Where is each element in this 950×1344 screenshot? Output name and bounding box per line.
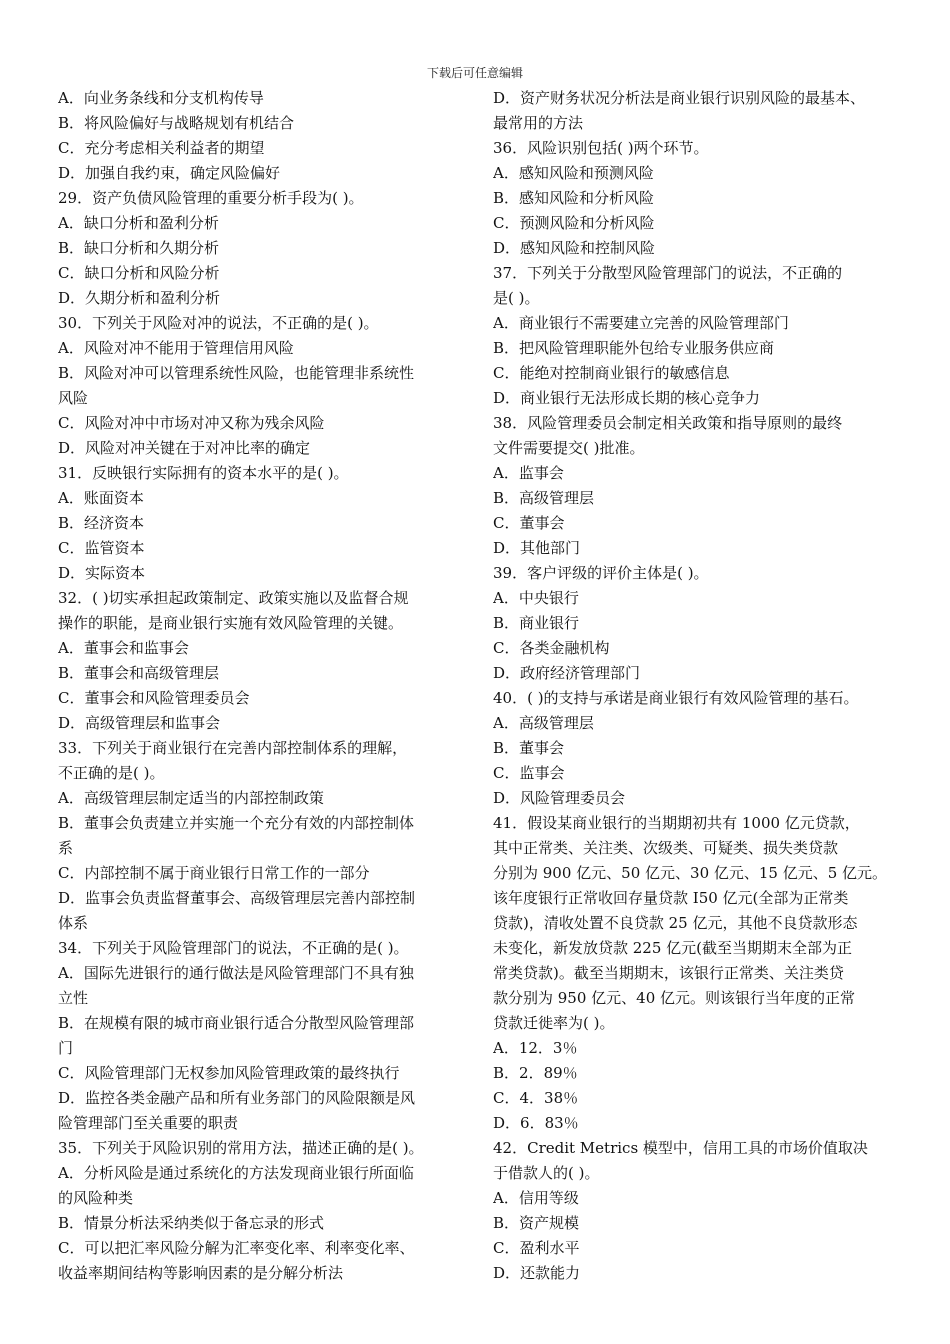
text-line: 最常用的方法 (493, 114, 584, 132)
text-line: C．董事会和风险管理委员会 (58, 689, 250, 707)
text-line: A．信用等级 (493, 1189, 579, 1207)
text-line: 34．下列关于风险管理部门的说法，不正确的是( )。 (58, 939, 409, 957)
text-line: B．缺口分析和久期分析 (58, 239, 220, 257)
text-line: C．风险管理部门无权参加风险管理政策的最终执行 (58, 1064, 400, 1082)
text-line: 该年度银行正常收回存量贷款 I50 亿元(全部为正常类 (493, 889, 849, 907)
text-line: D．加强自我约束，确定风险偏好 (58, 164, 281, 182)
text-line: B．感知风险和分析风险 (493, 189, 655, 207)
text-line: 39．客户评级的评价主体是( )。 (493, 564, 709, 582)
text-line: C．可以把汇率风险分解为汇率变化率、利率变化率、 (58, 1239, 415, 1257)
text-line: A．感知风险和预测风险 (493, 164, 654, 182)
text-line: 贷款迁徙率为( )。 (493, 1014, 615, 1032)
page-header: 下载后可任意编辑 (426, 66, 523, 80)
text-line: C．4．38％ (493, 1089, 579, 1107)
text-line: 41．假设某商业银行的当期期初共有 1000 亿元贷款， (493, 814, 860, 832)
text-line: 文件需要提交( )批准。 (493, 439, 645, 457)
text-line: 不正确的是( )。 (58, 764, 165, 782)
text-line: 系 (58, 839, 74, 857)
text-line: 收益率期间结构等影响因素的是分解分析法 (58, 1264, 344, 1282)
text-line: C．盈利水平 (493, 1239, 580, 1257)
text-line: B．2．89％ (493, 1064, 578, 1082)
text-line: 38．风险管理委员会制定相关政策和指导原则的最终 (493, 414, 843, 432)
text-line: 29．资产负债风险管理的重要分析手段为( )。 (58, 189, 364, 207)
text-line: A．中央银行 (493, 589, 579, 607)
text-line: B．经济资本 (58, 514, 145, 532)
text-line: D．还款能力 (493, 1264, 581, 1282)
text-line: B．把风险管理职能外包给专业服务供应商 (493, 339, 775, 357)
text-line: C．预测风险和分析风险 (493, 214, 655, 232)
text-line: B．董事会 (493, 739, 565, 757)
text-line: A．风险对冲不能用于管理信用风险 (58, 339, 294, 357)
text-line: C．风险对冲中市场对冲又称为残余风险 (58, 414, 325, 432)
text-line: B．商业银行 (493, 614, 580, 632)
text-line: D．监控各类金融产品和所有业务部门的风险限额是风 (58, 1089, 416, 1107)
left-column (58, 86, 462, 1286)
text-line: C．监管资本 (58, 539, 145, 557)
text-line: A．分析风险是通过系统化的方法发现商业银行所面临 (58, 1164, 414, 1182)
text-line: 于借款人的( )。 (493, 1164, 600, 1182)
text-line: 贷款)，清收处置不良贷款 25 亿元，其他不良贷款形态 (493, 914, 858, 932)
text-line: A．账面资本 (58, 489, 144, 507)
text-line: 33．下列关于商业银行在完善内部控制体系的理解， (58, 739, 408, 757)
text-line: B．风险对冲可以管理系统性风险，也能管理非系统性 (58, 364, 415, 382)
text-line: B．情景分析法采纳类似于备忘录的形式 (58, 1214, 325, 1232)
text-line: 是( )。 (493, 289, 540, 307)
text-line: 42．Credit Metrics 模型中，信用工具的市场价值取决 (493, 1139, 868, 1157)
text-line: C．各类金融机构 (493, 639, 610, 657)
text-line: 款分别为 950 亿元、40 亿元。则该银行当年度的正常 (493, 989, 856, 1007)
text-line: B．资产规模 (493, 1214, 580, 1232)
text-line: A．国际先进银行的通行做法是风险管理部门不具有独 (58, 964, 414, 982)
text-line: A．高级管理层 (493, 714, 594, 732)
text-line: D．监事会负责监督董事会、高级管理层完善内部控制 (58, 889, 416, 907)
text-line: 门 (58, 1039, 74, 1057)
text-line: C．缺口分析和风险分析 (58, 264, 220, 282)
text-line: D．感知风险和控制风险 (493, 239, 656, 257)
text-line: 的风险种类 (58, 1189, 134, 1207)
text-line: A．缺口分析和盈利分析 (58, 214, 219, 232)
text-line: 分别为 900 亿元、50 亿元、30 亿元、15 亿元、5 亿元。 (493, 864, 888, 882)
text-line: B．将风险偏好与战略规划有机结合 (58, 114, 295, 132)
text-line: C．监事会 (493, 764, 565, 782)
text-line: 其中正常类、关注类、次级类、可疑类、损失类贷款 (493, 839, 839, 857)
text-line: D．商业银行无法形成长期的核心竞争力 (493, 389, 761, 407)
text-line: A．监事会 (493, 464, 564, 482)
text-line: C．充分考虑相关利益者的期望 (58, 139, 265, 157)
text-line: 35．下列关于风险识别的常用方法，描述正确的是( )。 (58, 1139, 424, 1157)
text-line: A．向业务条线和分支机构传导 (58, 89, 264, 107)
right-column (493, 86, 905, 1286)
text-line: C．内部控制不属于商业银行日常工作的一部分 (58, 864, 370, 882)
text-line: B．在规模有限的城市商业银行适合分散型风险管理部 (58, 1014, 415, 1032)
text-line: A．商业银行不需要建立完善的风险管理部门 (493, 314, 789, 332)
text-line: 30．下列关于风险对冲的说法，不正确的是( )。 (58, 314, 379, 332)
text-line: B．董事会和高级管理层 (58, 664, 220, 682)
text-line: 常类贷款)。截至当期期末，该银行正常类、关注类贷 (493, 964, 844, 982)
text-line: A．12．3％ (493, 1039, 578, 1057)
text-line: B．董事会负责建立并实施一个充分有效的内部控制体 (58, 814, 415, 832)
text-line: D．实际资本 (58, 564, 146, 582)
text-line: 险管理部门至关重要的职责 (58, 1114, 239, 1132)
text-line: 40．( )的支持与承诺是商业银行有效风险管理的基石。 (493, 689, 859, 707)
text-line: D．其他部门 (493, 539, 581, 557)
text-line: A．董事会和监事会 (58, 639, 189, 657)
text-line: 立性 (58, 989, 89, 1007)
text-line: 37．下列关于分散型风险管理部门的说法，不正确的 (493, 264, 843, 282)
text-line: D．政府经济管理部门 (493, 664, 641, 682)
text-line: 32．( )切实承担起政策制定、政策实施以及监督合规 (58, 589, 409, 607)
text-line: 36．风险识别包括( )两个环节。 (493, 139, 709, 157)
text-line: 体系 (58, 914, 89, 932)
text-line: D．久期分析和盈利分析 (58, 289, 221, 307)
text-line: D．高级管理层和监事会 (58, 714, 221, 732)
text-line: 未变化，新发放贷款 225 亿元(截至当期期末全部为正 (493, 939, 853, 957)
text-line: 风险 (58, 389, 89, 407)
text-line: D．风险对冲关键在于对冲比率的确定 (58, 439, 311, 457)
text-line: D．6．83％ (493, 1114, 579, 1132)
text-line: B．高级管理层 (493, 489, 595, 507)
text-line: 31．反映银行实际拥有的资本水平的是( )。 (58, 464, 349, 482)
text-line: A．高级管理层制定适当的内部控制政策 (58, 789, 324, 807)
text-line: 操作的职能，是商业银行实施有效风险管理的关键。 (58, 614, 404, 632)
text-line: D．风险管理委员会 (493, 789, 626, 807)
text-line: C．能绝对控制商业银行的敏感信息 (493, 364, 730, 382)
text-line: C．董事会 (493, 514, 565, 532)
text-line: D．资产财务状况分析法是商业银行识别风险的最基本、 (493, 89, 866, 107)
